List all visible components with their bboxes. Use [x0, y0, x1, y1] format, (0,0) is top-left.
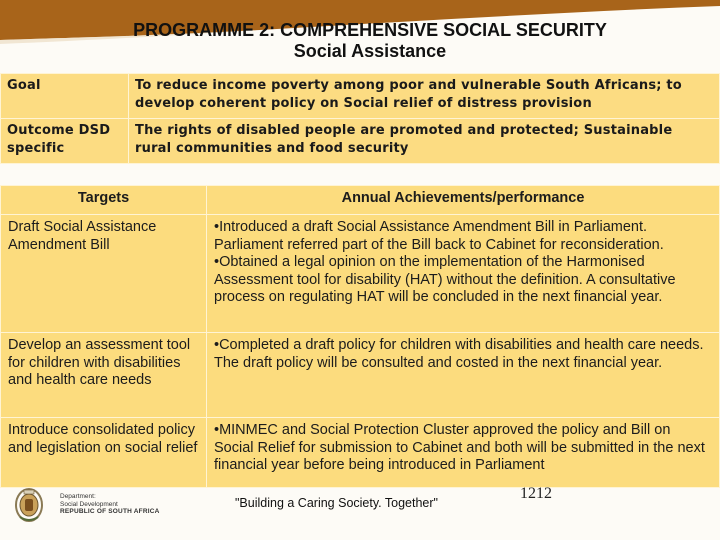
outcome-label: Outcome DSD specific — [1, 119, 129, 164]
achievement-cell — [207, 215, 720, 333]
page-number: 1212 — [520, 485, 552, 502]
dept-line-2: Social Development — [60, 500, 118, 508]
table-row — [1, 418, 720, 488]
table-row — [1, 215, 720, 333]
title-line-1: PROGRAMME 2: COMPREHENSIVE SOCIAL SECURITY — [133, 20, 607, 40]
target-cell: Develop an assessment tool for children with disabilities and health care needs — [1, 333, 207, 418]
page-title — [0, 20, 720, 62]
achievement-cell — [207, 333, 720, 418]
coat-of-arms-icon — [14, 487, 44, 523]
achievement-bullet: •Introduced a draft Social Assistance Amendment Bill in Parliament. Parliament referred part of the Bill back to Cabinet for reconsideration. — [214, 219, 664, 253]
table-header-row — [1, 186, 720, 215]
achievement-cell — [207, 418, 720, 488]
footer-slogan: "Building a Caring Society. Together" — [235, 496, 438, 510]
outcome-value: The rights of disabled people are promoted and protected; Sustainable rural communities and food security — [129, 119, 720, 164]
achievement-bullet: •Obtained a legal opinion on the implementation of the Harmonised Assessment tool for disability (HAT) without the definition. A consultative process on regulating HAT will be concluded in the next financial year. — [214, 254, 676, 306]
achievement-bullet: •MINMEC and Social Protection Cluster approved the policy and Bill on Social Relief for submission to Cabinet and both will be submitted in the next financial year before being introduced in Parliament — [214, 422, 705, 474]
table-row — [1, 333, 720, 418]
header-targets: Targets — [1, 186, 207, 215]
department-name — [60, 493, 160, 516]
targets-achievements-table — [0, 185, 720, 488]
goal-outcome-table — [0, 73, 720, 164]
title-line-2: Social Assistance — [293, 41, 447, 61]
goal-label: Goal — [1, 74, 129, 119]
header-achievements: Annual Achievements/performance — [207, 186, 720, 215]
target-cell: Draft Social Assistance Amendment Bill — [1, 215, 207, 333]
table-row-outcome — [1, 119, 720, 164]
achievement-bullet: •Completed a draft policy for children with disabilities and health care needs. The draft policy will be consulted and costed in the next financial year. — [214, 337, 704, 371]
table-row-goal — [1, 74, 720, 119]
target-cell: Introduce consolidated policy and legislation on social relief — [1, 418, 207, 488]
goal-value: To reduce income poverty among poor and vulnerable South Africans; to develop coherent policy on Social relief of distress provision — [129, 74, 720, 119]
dept-line-1: Department: — [60, 493, 96, 500]
dept-line-3: REPUBLIC OF SOUTH AFRICA — [60, 508, 160, 515]
